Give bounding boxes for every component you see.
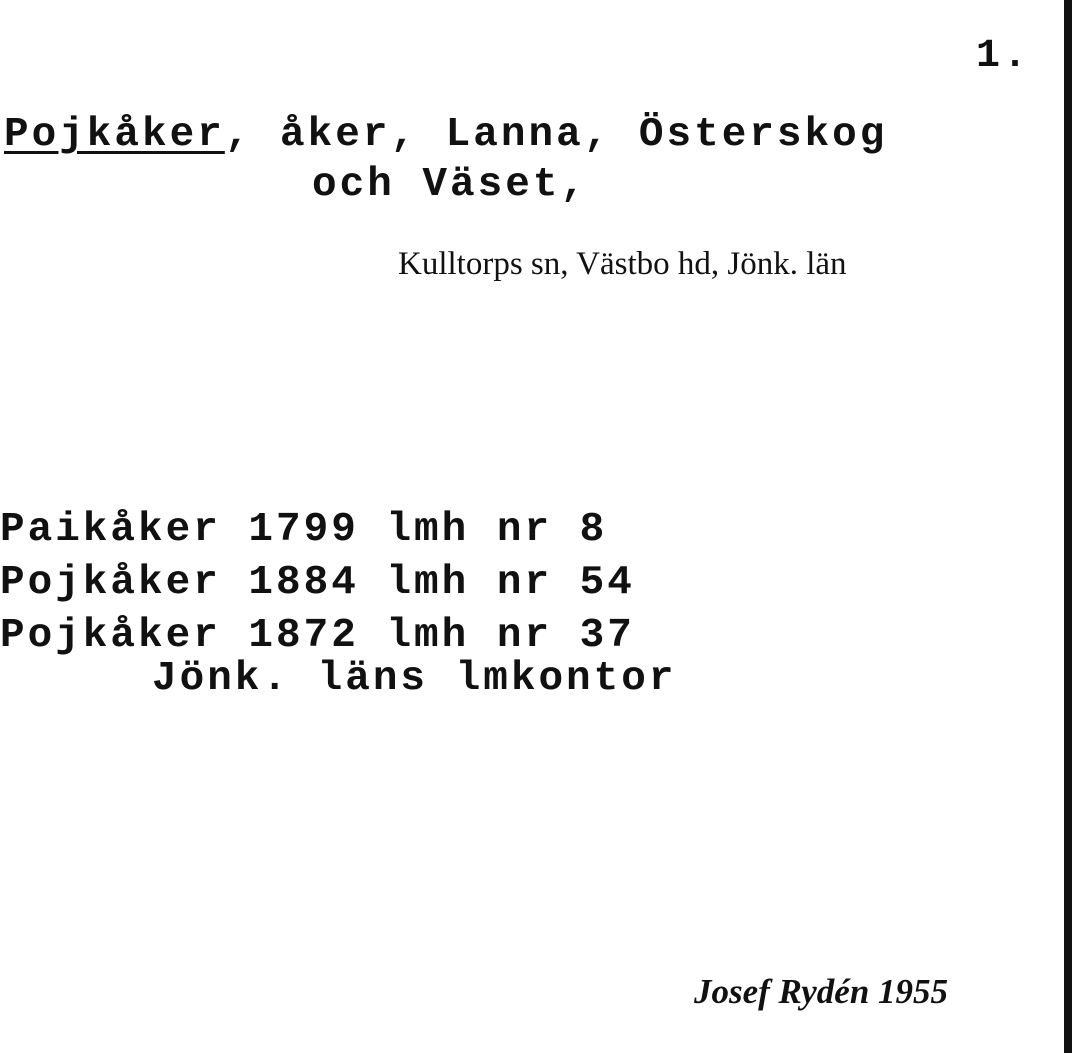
place-heading-rest: , åker, Lanna, Österskog	[224, 112, 888, 158]
card-number: 1.	[976, 34, 1031, 79]
archive-source: Jönk. läns lmkontor	[152, 656, 677, 702]
record-line: Pojkåker 1872 lmh nr 37	[0, 613, 635, 659]
parish-location: Kulltorps sn, Västbo hd, Jönk. län	[398, 246, 847, 282]
card-edge-border	[1064, 0, 1072, 1053]
record-list	[0, 504, 635, 663]
place-name: Pojkåker	[4, 112, 225, 158]
place-heading	[4, 112, 887, 158]
place-heading-continuation: och Väset,	[312, 162, 589, 208]
record-line: Paikåker 1799 lmh nr 8	[0, 507, 608, 553]
record-line: Pojkåker 1884 lmh nr 54	[0, 560, 635, 606]
author-signature: Josef Rydén 1955	[694, 972, 949, 1011]
